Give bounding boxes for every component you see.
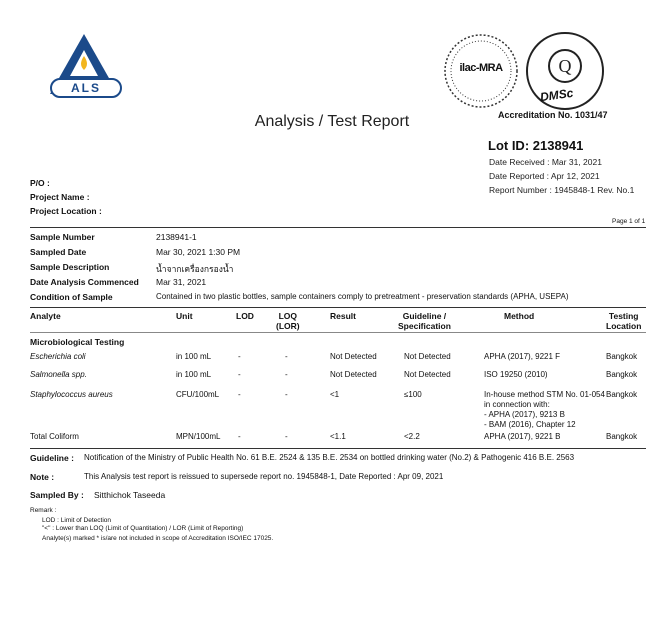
condition-label: Condition of Sample [30, 292, 113, 302]
report-number: Report Number : 1945848-1 Rev. No.1 [489, 185, 635, 195]
table-row-method: ISO 19250 (2010) [484, 370, 548, 379]
divider [30, 332, 646, 333]
sample-number-label: Sample Number [30, 232, 95, 242]
sample-description-label: Sample Description [30, 262, 110, 272]
date-analysis: Mar 31, 2021 [156, 277, 207, 287]
method-line: In-house method STM No. 01-054 [484, 390, 605, 399]
sampled-by: Sitthichok Taseeda [94, 490, 166, 500]
table-row-analyte: Total Coliform [30, 432, 79, 441]
guideline-text: Notification of the Ministry of Public Health No. 61 B.E. 2524 & 135 B.E. 2534 on bottled drinking water (No.2) & Pathogenic 416 B.E. 2563 [84, 453, 575, 462]
col-result: Result [330, 311, 356, 321]
table-row-analyte: Escherichia coli [30, 352, 86, 361]
ilac-mra-text: ilac-MRA [459, 62, 503, 74]
col-location [606, 311, 641, 331]
table-row-location: Bangkok [606, 352, 638, 361]
sample-description: น้ำจากเครื่องกรองน้ำ [156, 264, 234, 274]
col-analyte: Analyte [30, 311, 61, 321]
table-row-result: <1.1 [330, 432, 346, 441]
method-line: - BAM (2016), Chapter 12 [484, 420, 576, 429]
note-text: This Analysis test report is reissued to supersede report no. 1945848-1, Date Reported : Apr 09, 2021 [84, 472, 444, 481]
table-row-result: Not Detected [330, 352, 377, 361]
date-reported: Date Reported : Apr 12, 2021 [489, 171, 600, 181]
table-row-unit: CFU/100mL [176, 390, 220, 399]
remark-item: LOD : Limit of Detection [42, 517, 111, 524]
divider [30, 227, 646, 228]
sampled-date: Mar 30, 2021 1:30 PM [156, 247, 241, 257]
divider [30, 448, 646, 449]
table-row-lod: - [238, 352, 241, 361]
guideline-label: Guideline : [30, 453, 74, 463]
table-row-guideline: Not Detected [404, 352, 451, 361]
divider [30, 307, 646, 308]
table-row-guideline: ≤100 [404, 390, 422, 399]
condition-value: Contained in two plastic bottles, sample containers comply to pretreatment - preservation standards (APHA, USEPA) [156, 292, 569, 301]
table-row-analyte: Salmonella spp. [30, 370, 87, 379]
po-label: P/O : [30, 178, 50, 188]
table-row-guideline: Not Detected [404, 370, 451, 379]
date-analysis-label: Date Analysis Commenced [30, 277, 139, 287]
col-guideline-line1: Guideline / [402, 311, 447, 321]
col-loq-line2: (LOR) [276, 321, 300, 331]
table-row-location: Bangkok [606, 432, 638, 441]
table-row-result: Not Detected [330, 370, 377, 379]
section-title: Microbiological Testing [30, 337, 125, 347]
als-logo-text: ALS [50, 78, 122, 98]
svg-text:Q: Q [558, 56, 572, 76]
page-title: Analysis / Test Report [254, 113, 410, 130]
remark-item: Analyte(s) marked * is/are not included in scope of Accreditation ISO/IEC 17025. [42, 535, 274, 542]
table-row-result: <1 [330, 390, 340, 399]
page-number: Page 1 of 1 [612, 218, 646, 225]
sampled-date-label: Sampled Date [30, 247, 87, 257]
table-row-unit: MPN/100mL [176, 432, 221, 441]
table-row-lod: - [238, 370, 241, 379]
col-loq [276, 311, 300, 331]
table-row-lod: - [238, 390, 241, 399]
sampled-by-label: Sampled By : [30, 490, 84, 500]
col-location-line2: Location [606, 321, 642, 331]
table-row-loq: - [285, 432, 288, 441]
table-row-loq: - [285, 390, 288, 399]
sample-number: 2138941-1 [156, 232, 197, 242]
table-row-loq: - [285, 370, 288, 379]
col-unit: Unit [176, 311, 193, 321]
project-location-label: Project Location : [30, 206, 102, 216]
table-row-loq: - [285, 352, 288, 361]
col-lod: LOD [236, 311, 254, 321]
table-row-method [484, 390, 605, 430]
table-row-location: Bangkok [606, 390, 638, 399]
remark-label: Remark : [30, 507, 57, 514]
remark-item: "<" : Lower than LOQ (Limit of Quantitation) / LOR (Limit of Reporting) [42, 525, 244, 532]
note-label: Note : [30, 472, 55, 482]
table-row-method: APHA (2017), 9221 F [484, 352, 561, 361]
dmsc-text: DMSc [539, 85, 575, 105]
col-guideline-line2: Specification [398, 321, 451, 331]
table-row-guideline: <2.2 [404, 432, 420, 441]
col-loq-line1: LOQ [278, 311, 298, 321]
date-received: Date Received : Mar 31, 2021 [489, 157, 602, 167]
method-line: - APHA (2017), 9213 B [484, 410, 565, 419]
method-line: in connection with: [484, 400, 550, 409]
table-row-unit: in 100 mL [176, 352, 212, 361]
accreditation-number: Accreditation No. 1031/47 [498, 110, 608, 120]
lot-id: Lot ID: 2138941 [488, 138, 584, 153]
table-row-unit: in 100 mL [176, 370, 212, 379]
table-row-method: APHA (2017), 9221 B [484, 432, 561, 441]
table-row-location: Bangkok [606, 370, 638, 379]
col-guideline [398, 311, 451, 331]
project-name-label: Project Name : [30, 192, 90, 202]
table-row-lod: - [238, 432, 241, 441]
table-row-analyte: Staphylococcus aureus [30, 390, 113, 399]
col-location-line1: Testing [608, 311, 639, 321]
col-method: Method [504, 311, 535, 321]
